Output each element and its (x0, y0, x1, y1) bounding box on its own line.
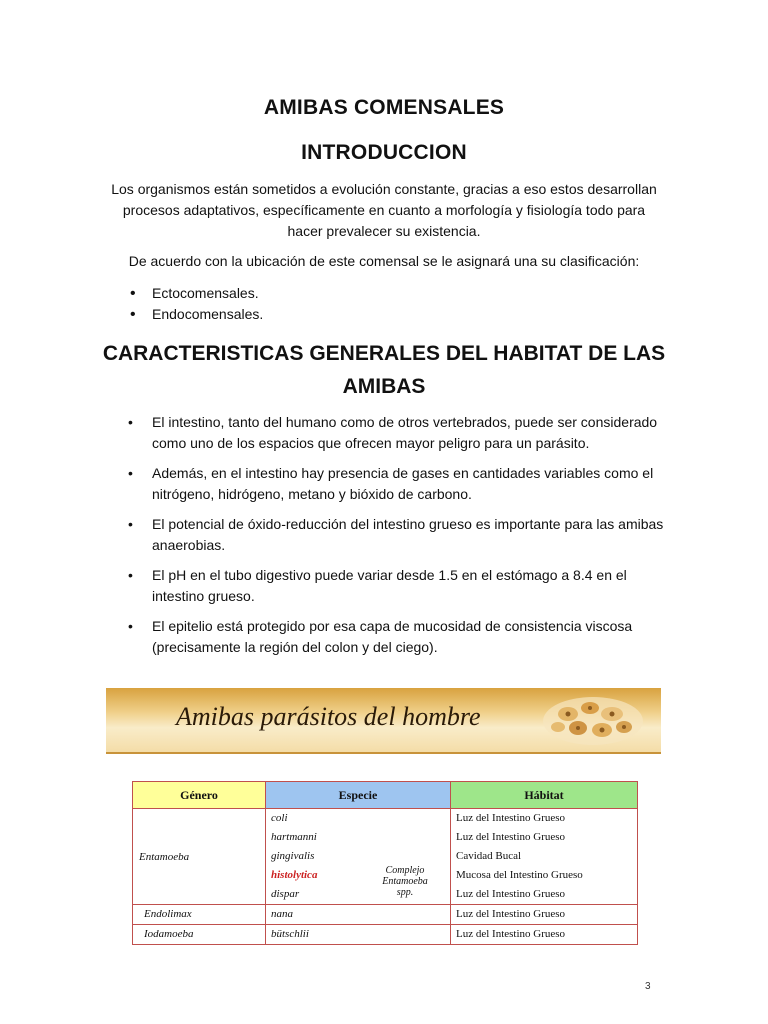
genus-cell: Iodamoeba (133, 925, 266, 945)
genus-cell: Entamoeba (133, 809, 266, 905)
species-cell: bütschlii (266, 925, 451, 945)
page-number: 3 (645, 981, 651, 992)
species-cell: nana (266, 905, 451, 925)
species-item: dispar (271, 888, 300, 900)
header-habitat: Hábitat (451, 782, 638, 809)
species-item: hartmanni (271, 831, 317, 843)
intro-paragraph: Los organismos están sometidos a evolución constante, gracias a eso estos desarrollan procesos adaptativos, específicamente en cuanto a morfología y fisiología todo para hacer prevalecer su existencia. (111, 181, 657, 239)
table-row (133, 925, 638, 945)
list-item: • Ectocomensales. (126, 283, 263, 304)
genus-cell: Endolimax (133, 905, 266, 925)
amoeba-cells-illustration (538, 694, 648, 748)
table-row (133, 905, 638, 925)
header-especie: Especie (266, 782, 451, 809)
list-item: • El pH en el tubo digestivo puede variar desde 1.5 en el estómago a 8.4 en el intestino grueso. (126, 565, 666, 607)
list-item: • El potencial de óxido-reducción del intestino grueso es importante para las amibas anaerobias. (126, 514, 666, 556)
page-title: AMIBAS COMENSALES (263, 96, 505, 119)
complex-note: Complejo Entamoeba spp. (382, 865, 428, 898)
habitat-item: Luz del Intestino Grueso (456, 888, 566, 900)
intro-heading: INTRODUCCION (301, 141, 467, 164)
species-item-highlighted: histolytica (271, 869, 318, 881)
classification-paragraph: De acuerdo con la ubicación de este comensal se le asignará una su clasificación: (128, 253, 640, 269)
table-header-row (133, 782, 638, 809)
list-item: • El intestino, tanto del humano como de otros vertebrados, puede ser considerado como uno de los espacios que ofrecen mayor peligro para un parásito. (126, 412, 666, 454)
species-item: gingivalis (271, 850, 315, 862)
amibas-table (132, 781, 638, 945)
habitat-cell: Luz del Intestino Grueso (451, 905, 638, 925)
section-heading: CARACTERISTICAS GENERALES DEL HABITAT DE LAS AMIBAS (102, 342, 666, 398)
banner-title: Amibas parásitos del hombre (176, 702, 481, 731)
habitat-item: Mucosa del Intestino Grueso (456, 869, 583, 881)
species-cell (266, 809, 451, 905)
habitat-cell (451, 809, 638, 905)
species-item: coli (271, 812, 288, 824)
list-item: • Endocomensales. (126, 304, 263, 325)
table-row (133, 809, 638, 905)
habitat-item: Luz del Intestino Grueso (456, 831, 566, 843)
habitat-item: Cavidad Bucal (456, 850, 522, 862)
header-genero: Género (133, 782, 266, 809)
habitat-cell: Luz del Intestino Grueso (451, 925, 638, 945)
amibas-banner-image (106, 688, 661, 754)
habitat-list (126, 412, 666, 667)
list-item: • El epitelio está protegido por esa capa de mucosidad de consistencia viscosa (precisamente la región del colon y del ciego). (126, 616, 666, 658)
list-item: • Además, en el intestino hay presencia de gases en cantidades variables como el nitrógeno, hidrógeno, metano y bióxido de carbono. (126, 463, 666, 505)
classification-list (126, 283, 263, 325)
habitat-item: Luz del Intestino Grueso (456, 812, 566, 824)
